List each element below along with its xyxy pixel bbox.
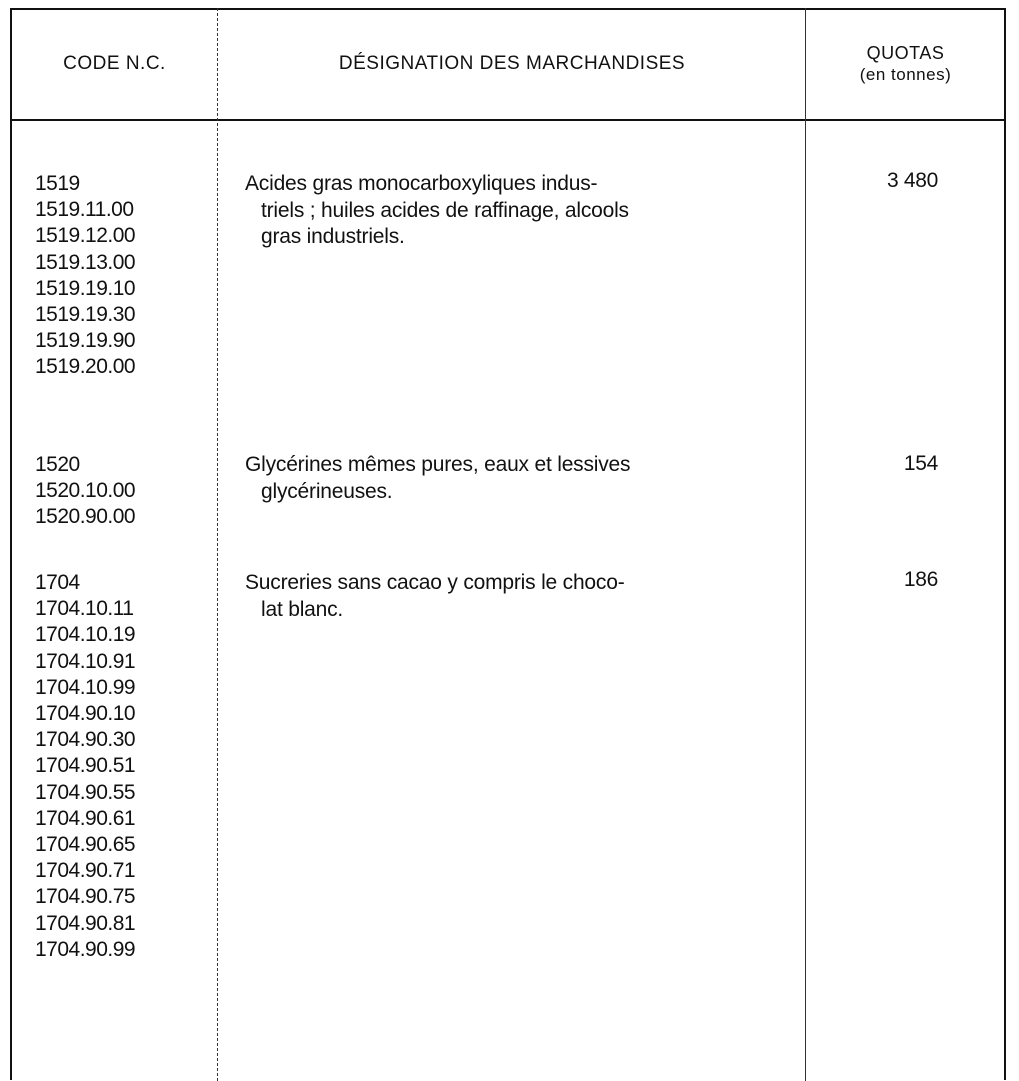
code-cell: 1704.90.51 [35, 754, 136, 778]
quota-cell: 186 [903, 568, 938, 591]
code-cell: 1704.10.19 [35, 623, 136, 647]
code-cell: 1520 [35, 453, 80, 476]
code-cell: 1519.13.00 [35, 250, 136, 274]
header-code: CODE N.C. [63, 53, 166, 74]
designation-line: Glycérines mêmes pures, eaux et lessives [245, 453, 631, 476]
code-cell: 1519.19.10 [35, 276, 136, 300]
quota-cell: 154 [903, 452, 938, 475]
code-cell: 1704.10.91 [35, 649, 136, 673]
code-cell: 1519 [35, 172, 80, 195]
header-quotas [807, 10, 1004, 118]
column-divider-designation [805, 8, 806, 1081]
code-cell: 1704 [35, 571, 80, 594]
designation-cell [245, 570, 785, 623]
code-list [35, 171, 210, 381]
code-cell: 1519.11.00 [35, 198, 134, 222]
designation-line: glycérineuses. [261, 479, 393, 503]
code-cell: 1520.10.00 [35, 479, 136, 503]
code-cell: 1704.90.81 [35, 911, 136, 935]
code-cell: 1704.90.65 [35, 833, 136, 857]
code-cell: 1519.19.30 [35, 303, 136, 327]
quota-cell: 3 480 [886, 169, 938, 192]
code-cell: 1704.90.71 [35, 859, 136, 883]
code-cell: 1519.20.00 [35, 355, 136, 379]
code-cell: 1704.10.11 [35, 597, 134, 621]
code-cell: 1704.10.99 [35, 675, 136, 699]
designation-line: triels ; huiles acides de raffinage, alcools [261, 198, 629, 222]
header-quotas-unit: (en tonnes) [859, 65, 952, 84]
designation-line: lat blanc. [261, 597, 344, 621]
code-cell: 1704.90.61 [35, 806, 136, 830]
code-list [35, 570, 210, 963]
header-designation: DÉSIGNATION DES MARCHANDISES [338, 53, 686, 74]
code-cell: 1704.90.55 [35, 780, 136, 804]
code-cell: 1704.90.75 [35, 885, 136, 909]
header-quotas-label: QUOTAS [866, 43, 945, 63]
code-cell: 1519.19.90 [35, 329, 136, 353]
code-cell: 1704.90.10 [35, 702, 136, 726]
designation-cell [245, 171, 785, 251]
code-cell: 1704.90.99 [35, 937, 136, 961]
code-list [35, 452, 210, 531]
designation-line: Sucreries sans cacao y compris le choco- [245, 571, 625, 594]
header-separator [10, 119, 1006, 121]
column-divider-code [217, 8, 218, 1081]
code-cell: 1519.12.00 [35, 224, 136, 248]
designation-line: Acides gras monocarboxyliques indus- [245, 172, 598, 195]
designation-line: gras industriels. [261, 225, 405, 248]
code-cell: 1520.90.00 [35, 505, 136, 529]
designation-cell [245, 452, 785, 505]
code-cell: 1704.90.30 [35, 728, 136, 752]
